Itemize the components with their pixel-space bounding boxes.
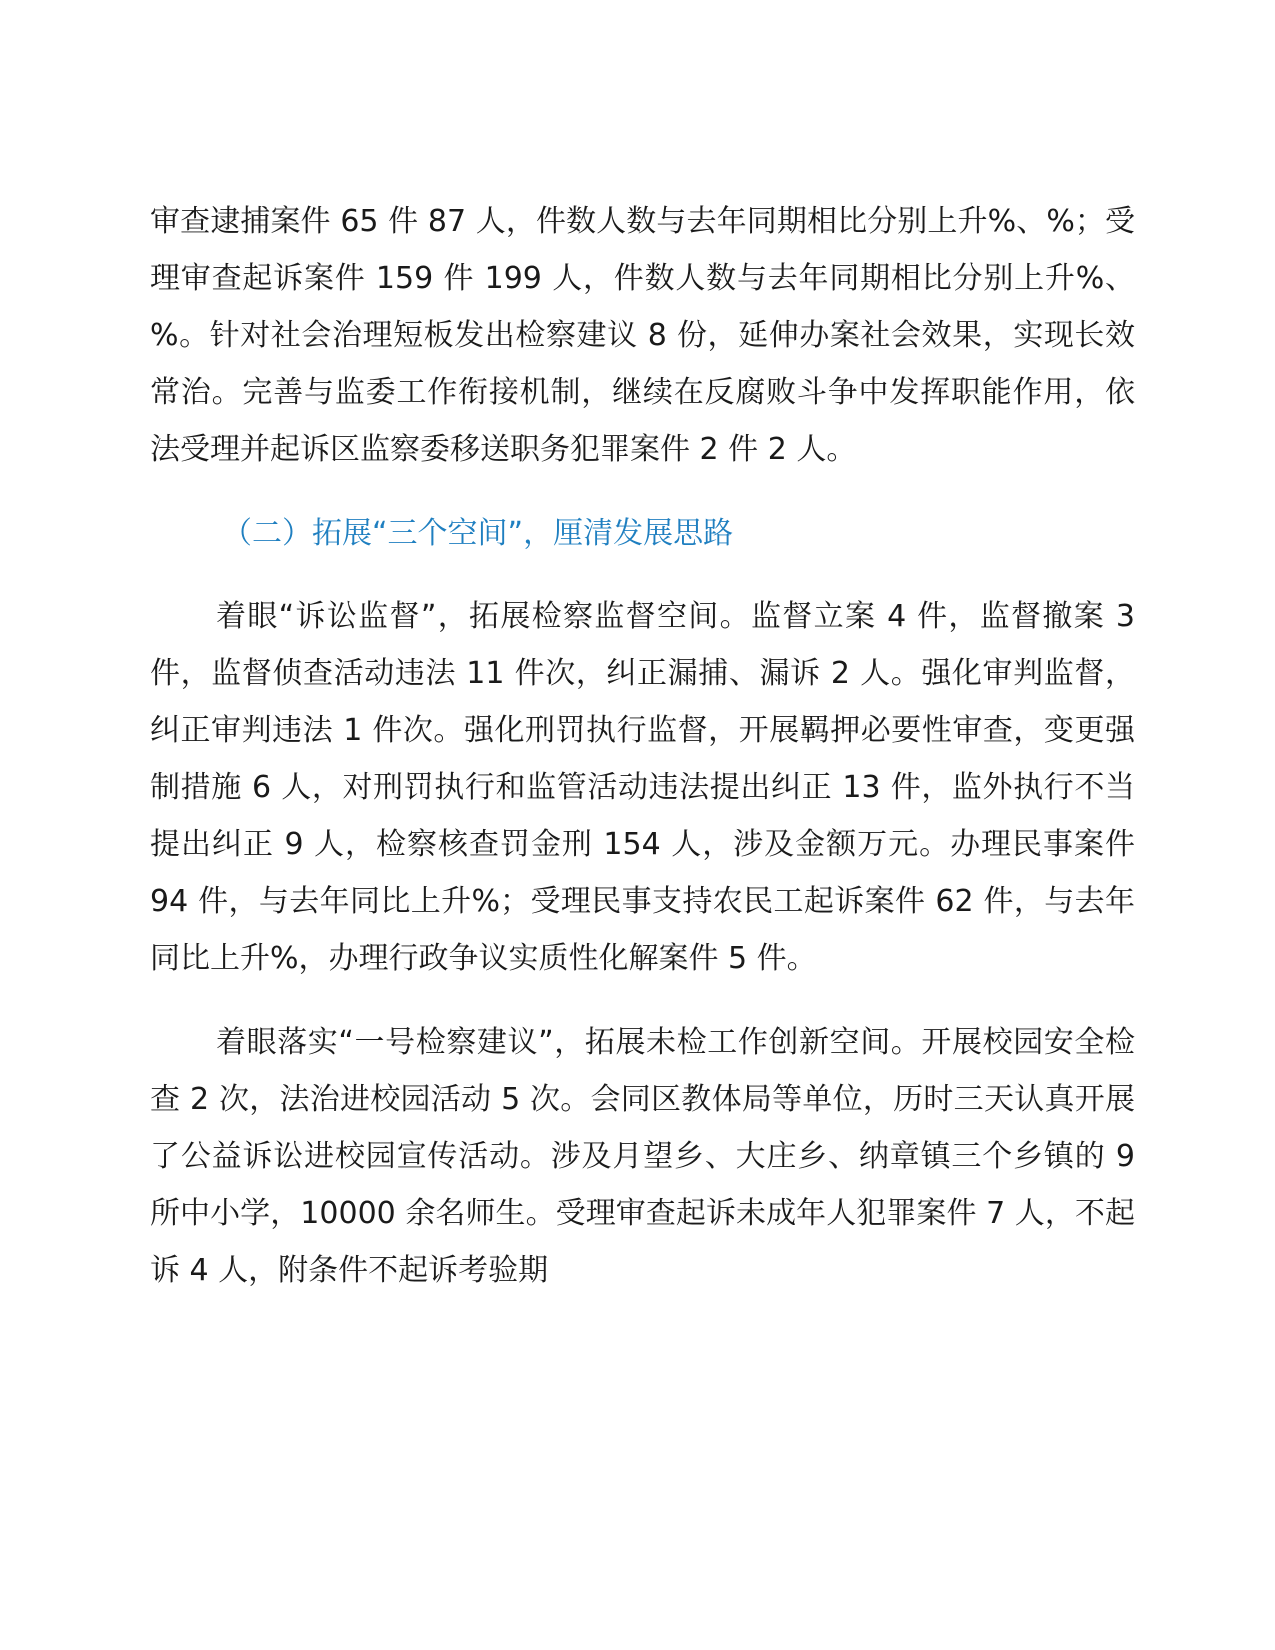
body-paragraph-3: 着眼落实“一号检察建议”，拓展未检工作创新空间。开展校园安全检查 2 次，法治进校园活动 5 次。会同区教体局等单位，历时三天认真开展了公益诉讼进校园宣传活动。涉及月望乡、大庄乡、纳章镇三个乡镇的 9 所中小学，10000 余名师生。受理审查起诉未成年人犯罪案件 7 人，不起诉 4 人，附条件不起诉考验期 xyxy=(150,1025,1135,1288)
section-heading: （二）拓展“三个空间”，厘清发展思路 xyxy=(222,516,734,551)
body-paragraph-2: 着眼“诉讼监督”，拓展检察监督空间。监督立案 4 件，监督撤案 3 件，监督侦查活动违法 11 件次，纠正漏捕、漏诉 2 人。强化审判监督，纠正审判违法 1 件次。强化刑罚执行监督，开展羁押必要性审查，变更强制措施 6 人，对刑罚执行和监管活动违法提出纠正 13 件，监外执行不当提出纠正 9 人，检察核查罚金刑 154 人，涉及金额万元。办理民事案件 94 件，与去年同比上升%；受理民事支持农民工起诉案件 62 件，与去年同比上升%，办理行政争议实质性化解案件 5 件。 xyxy=(150,599,1135,976)
document-body xyxy=(150,193,1135,1299)
body-paragraph-1: 审查逮捕案件 65 件 87 人，件数人数与去年同期相比分别上升%、%；受理审查起诉案件 159 件 199 人，件数人数与去年同期相比分别上升%、%。针对社会治理短板发出检察建议 8 份，延伸办案社会效果，实现长效常治。完善与监委工作衔接机制，继续在反腐败斗争中发挥职能作用，依法受理并起诉区监察委移送职务犯罪案件 2 件 2 人。 xyxy=(150,204,1135,467)
